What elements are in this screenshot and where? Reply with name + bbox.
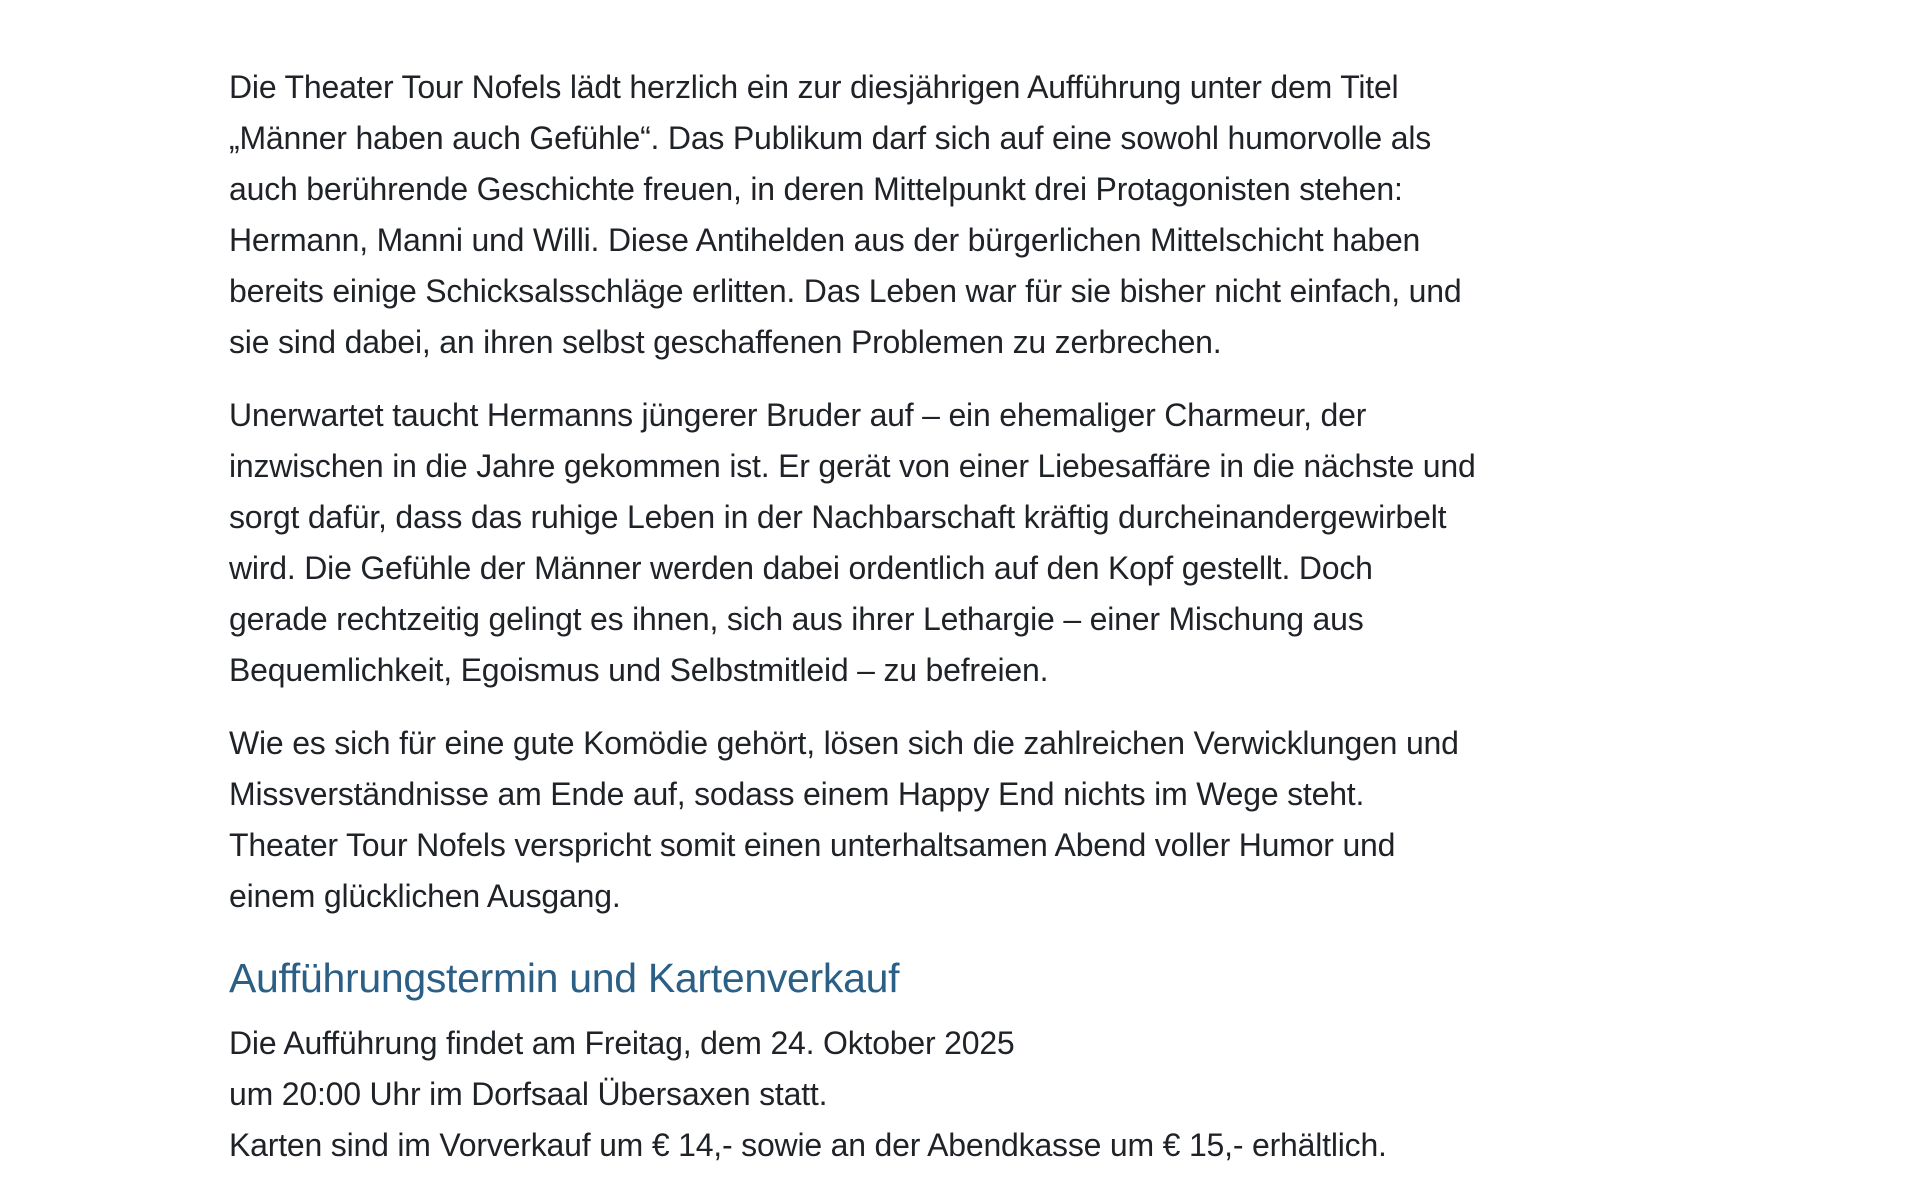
paragraph-conclusion	[229, 718, 1729, 922]
article-body	[229, 62, 1729, 1171]
text-line: sie sind dabei, an ihren selbst geschaffenen Problemen zu zerbrechen.	[229, 324, 1222, 360]
text-line: um 20:00 Uhr im Dorfsaal Übersaxen statt.	[229, 1076, 828, 1112]
text-line: Wie es sich für eine gute Komödie gehört, lösen sich die zahlreichen Verwicklungen und	[229, 725, 1459, 761]
text-line: Theater Tour Nofels verspricht somit einen unterhaltsamen Abend voller Humor und	[229, 827, 1396, 863]
text-line: Die Aufführung findet am Freitag, dem 24. Oktober 2025	[229, 1025, 1015, 1061]
text-line: einem glücklichen Ausgang.	[229, 878, 621, 914]
text-line: „Männer haben auch Gefühle“. Das Publikum darf sich auf eine sowohl humorvolle als	[229, 120, 1432, 156]
text-line: inzwischen in die Jahre gekommen ist. Er gerät von einer Liebesaffäre in die nächste und	[229, 448, 1476, 484]
text-line: Bequemlichkeit, Egoismus und Selbstmitleid – zu befreien.	[229, 652, 1049, 688]
text-line: gerade rechtzeitig gelingt es ihnen, sich aus ihrer Lethargie – einer Mischung aus	[229, 601, 1364, 637]
text-line: bereits einige Schicksalsschläge erlitten. Das Leben war für sie bisher nicht einfach, und	[229, 273, 1462, 309]
paragraph-plot	[229, 390, 1729, 696]
text-line: Missverständnisse am Ende auf, sodass einem Happy End nichts im Wege steht.	[229, 776, 1365, 812]
text-line: wird. Die Gefühle der Männer werden dabei ordentlich auf den Kopf gestellt. Doch	[229, 550, 1373, 586]
section-heading-tickets: Aufführungstermin und Kartenverkauf	[229, 955, 900, 1001]
text-line: auch berührende Geschichte freuen, in deren Mittelpunkt drei Protagonisten stehen:	[229, 171, 1403, 207]
text-line: sorgt dafür, dass das ruhige Leben in der Nachbarschaft kräftig durcheinandergewirbelt	[229, 499, 1447, 535]
performance-info	[229, 1018, 1729, 1171]
text-line: Hermann, Manni und Willi. Diese Antihelden aus der bürgerlichen Mittelschicht haben	[229, 222, 1421, 258]
text-line: Die Theater Tour Nofels lädt herzlich ein zur diesjährigen Aufführung unter dem Titel	[229, 69, 1399, 105]
text-line: Karten sind im Vorverkauf um € 14,- sowie an der Abendkasse um € 15,- erhältlich.	[229, 1127, 1387, 1163]
paragraph-intro	[229, 62, 1729, 368]
text-line: Unerwartet taucht Hermanns jüngerer Bruder auf – ein ehemaliger Charmeur, der	[229, 397, 1367, 433]
